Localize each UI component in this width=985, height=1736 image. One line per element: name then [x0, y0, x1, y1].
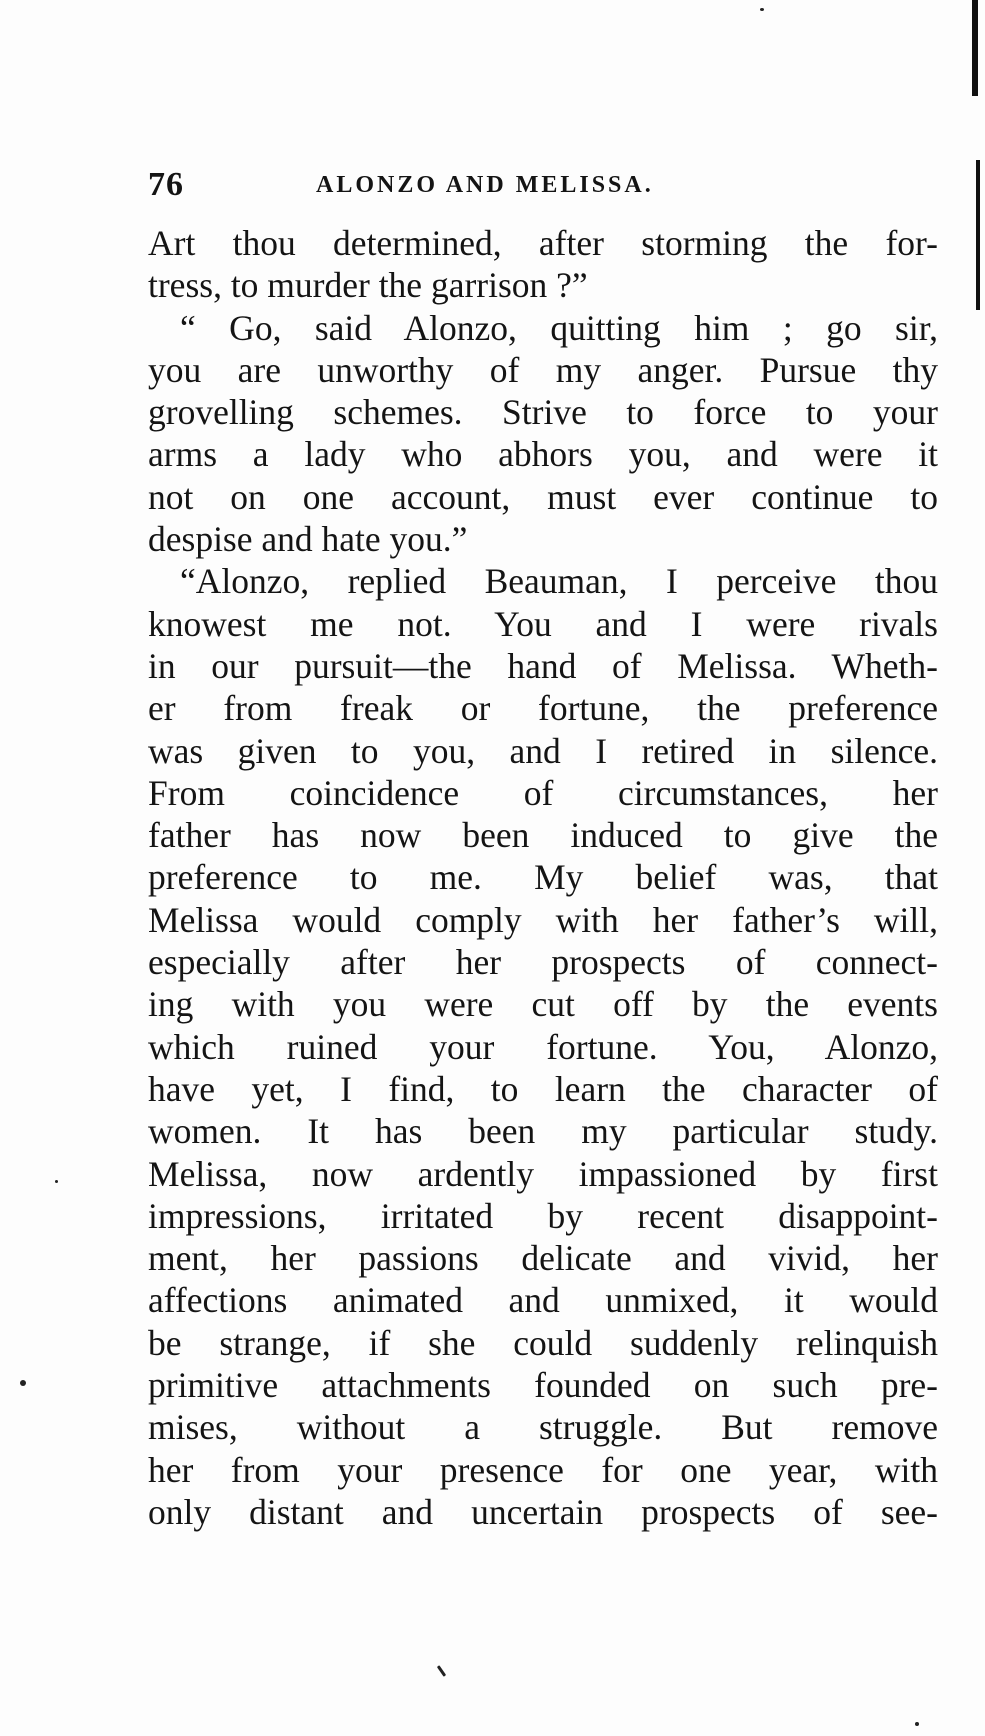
text-line: affections animated and unmixed, it would: [148, 1280, 938, 1321]
text-line: which ruined your fortune. You, Alonzo,: [148, 1026, 938, 1067]
scan-speck: [55, 1180, 58, 1183]
text-line: From coincidence of circumstances, her: [148, 772, 938, 813]
text-line: ment, her passions delicate and vivid, her: [148, 1238, 938, 1279]
text-line: er from freak or fortune, the preference: [148, 688, 938, 729]
page-number: 76: [148, 166, 184, 203]
text-line: father has now been induced to give the: [148, 815, 938, 856]
scan-speck: [915, 1722, 919, 1726]
text-line: women. It has been my particular study.: [148, 1111, 938, 1152]
text-line: you are unworthy of my anger. Pursue thy: [148, 349, 938, 390]
text-line: not on one account, must ever continue to: [148, 476, 938, 517]
scan-speck: [760, 8, 764, 11]
text-line: arms a lady who abhors you, and were it: [148, 434, 938, 475]
text-line: mises, without a struggle. But remove: [148, 1407, 938, 1448]
scan-edge-mark-top: [972, 0, 978, 96]
text-line: “Alonzo, replied Beauman, I perceive thou: [180, 561, 938, 602]
text-line: primitive attachments founded on such pre-: [148, 1365, 938, 1406]
body-text: [148, 222, 938, 1533]
text-line: preference to me. My belief was, that: [148, 857, 938, 898]
text-line: have yet, I find, to learn the character of: [148, 1068, 938, 1109]
text-line: in our pursuit—the hand of Melissa. Wheth-: [148, 645, 938, 686]
running-header: [148, 166, 748, 210]
text-line: especially after her prospects of connect-: [148, 942, 938, 983]
text-line: knowest me not. You and I were rivals: [148, 603, 938, 644]
text-line: “ Go, said Alonzo, quitting him ; go sir,: [180, 307, 938, 348]
running-title: ALONZO AND MELISSA.: [316, 172, 654, 198]
scan-speck: [20, 1380, 26, 1386]
text-line: her from your presence for one year, with: [148, 1449, 938, 1490]
text-line: Melissa, now ardently impassioned by first: [148, 1153, 938, 1194]
text-line: Melissa would comply with her father’s will,: [148, 899, 938, 940]
text-line: was given to you, and I retired in silence.: [148, 730, 938, 771]
text-line: Art thou determined, after storming the for-: [148, 223, 938, 263]
scan-edge-mark-middle: [976, 160, 980, 310]
text-line: grovelling schemes. Strive to force to your: [148, 392, 938, 433]
text-line: be strange, if she could suddenly relinquish: [148, 1322, 938, 1363]
text-line: impressions, irritated by recent disappoint-: [148, 1195, 938, 1236]
text-line: tress, to murder the garrison ?”: [148, 265, 588, 306]
text-line: only distant and uncertain prospects of see-: [148, 1491, 938, 1532]
scan-speck: [437, 1665, 446, 1677]
text-line: ing with you were cut off by the events: [148, 984, 938, 1025]
text-line: despise and hate you.”: [148, 519, 468, 560]
